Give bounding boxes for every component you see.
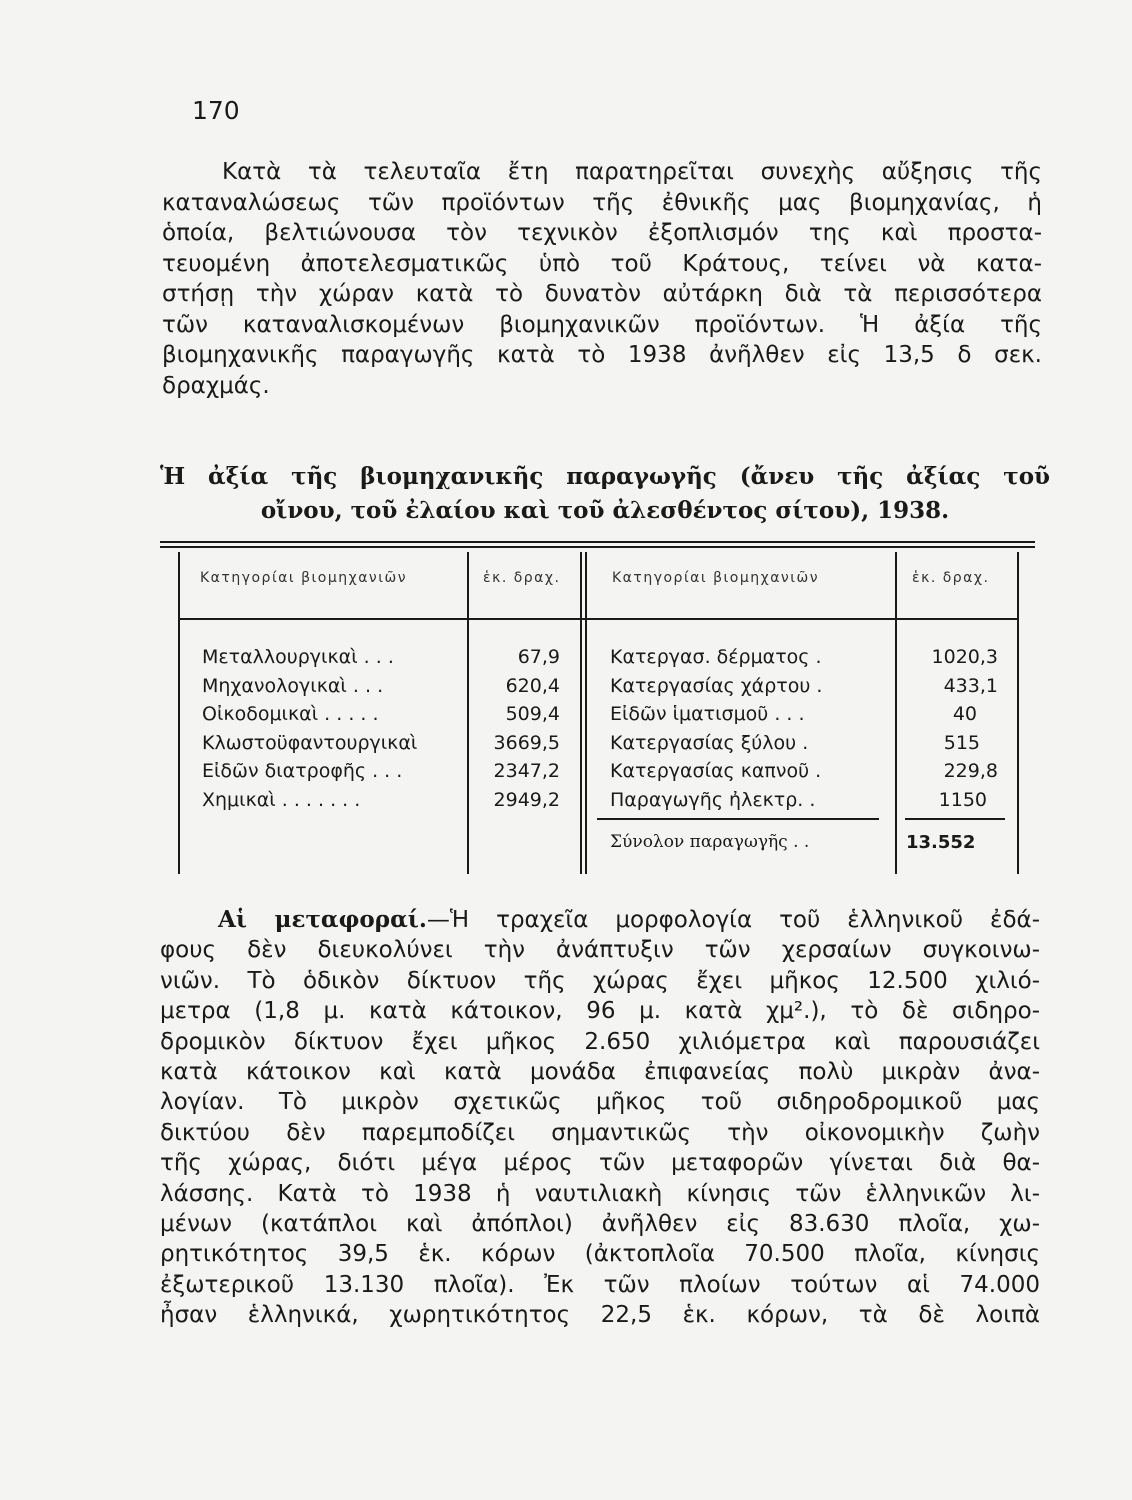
text-line-rest: —Ἡ τραχεῖα μορφολογία τοῦ ἑλληνικοῦ ἐδά-: [426, 907, 1040, 933]
text-line: λάσσης. Κατὰ τὸ 1938 ἡ ναυτιλιακὴ κίνησις τῶν ἑλληνικῶν λι-: [160, 1180, 1040, 1207]
table-row-label: Κατεργασίας καπνοῦ .: [610, 760, 822, 782]
text-line: ὁποία, βελτιώνουσα τὸν τεχνικὸν ἐξοπλισμόν της καὶ προστα-: [162, 220, 1042, 246]
table-total-label: Σύνολον παραγωγῆς . .: [610, 832, 810, 852]
text-line: Κατὰ τὰ τελευταῖα ἔτη παρατηρεῖται συνεχὴς αὔξησις τῆς: [222, 159, 1042, 185]
table-row-label: Μηχανολογικαὶ . . .: [202, 675, 384, 697]
text-line: νιῶν. Τὸ ὁδικὸν δίκτυον τῆς χώρας ἔχει μῆκος 12.500 χιλιό-: [160, 967, 1040, 994]
text-line: τῶν καταναλισκομένων βιομηχανικῶν προϊόντων. Ἡ ἀξία τῆς: [162, 311, 1042, 338]
table-row-label: Κατεργασ. δέρματος .: [610, 646, 822, 668]
table-row-label: Κατεργασίας ξύλου .: [610, 732, 809, 754]
table-column-rule: [580, 552, 582, 874]
text-line: φους δὲν διευκολύνει τὴν ἀνάπτυξιν τῶν χερσαίων συγκοινω-: [160, 937, 1040, 964]
table-row-value: 515: [943, 732, 980, 754]
table-column-rule: [178, 552, 180, 874]
table-row-value: 509,4: [505, 703, 560, 725]
table-row-label: Κλωστοϋφαντουργικαὶ: [202, 732, 418, 754]
text-line: ρητικότητος 39,5 ἑκ. κόρων (ἀκτοπλοῖα 70.500 πλοῖα, κίνησις: [160, 1241, 1040, 1268]
table-top-rule: [160, 546, 1035, 548]
table-row-value: 433,1: [943, 675, 998, 697]
table-row-label: Κατεργασίας χάρτου .: [610, 675, 823, 697]
text-line: τευομένη ἀποτελεσματικῶς ὑπὸ τοῦ Κράτους, τείνει νὰ κατα-: [162, 250, 1042, 277]
text-line: λογίαν. Τὸ μικρὸν σχετικῶς μῆκος τοῦ σιδηροδρομικοῦ μας: [160, 1089, 1040, 1116]
table-row-value: 1150: [938, 789, 987, 811]
table-column-rule: [467, 552, 469, 874]
table-row-label: Εἰδῶν ἱματισμοῦ . . .: [610, 703, 805, 725]
table-row-value: 620,4: [505, 675, 560, 697]
table-row-value: 3669,5: [493, 732, 560, 754]
table-row-value: 229,8: [943, 760, 998, 782]
table-row-value: 2347,2: [493, 760, 560, 782]
text-line: βιομηχανικῆς παραγωγῆς κατὰ τὸ 1938 ἀνῆλθεν εἰς 13,5 δ σεκ.: [162, 342, 1042, 368]
table-title: [160, 460, 1050, 528]
transport-paragraph: [160, 905, 1040, 1330]
header-category-left: Κατηγορίαι βιομηχανιῶν: [200, 570, 408, 586]
text-line: τῆς χώρας, διότι μέγα μέρος τῶν μεταφορῶν γίνεται διὰ θα-: [160, 1150, 1040, 1177]
table-row-label: Παραγωγῆς ἠλεκτρ. .: [610, 789, 816, 811]
text-line: κατὰ κάτοικον καὶ κατὰ μονάδα ἐπιφανείας πολὺ μικρὰν ἀνα-: [160, 1058, 1040, 1085]
header-category-right: Κατηγορίαι βιομηχανιῶν: [612, 570, 820, 586]
text-line: μένων (κατάπλοι καὶ ἀπόπλοι) ἀνῆλθεν εἰς 83.630 πλοῖα, χω-: [160, 1210, 1040, 1237]
table-row-value: 40: [952, 703, 977, 725]
text-line: καταναλώσεως τῶν προϊόντων τῆς ἐθνικῆς μας βιομηχανίας, ἡ: [162, 189, 1042, 216]
text-line: δρομικὸν δίκτυον ἔχει μῆκος 2.650 χιλιόμετρα καὶ παρουσιάζει: [160, 1028, 1040, 1055]
text-line: δικτύου δὲν παρεμποδίζει σημαντικῶς τὴν οἰκονομικὴν ζωὴν: [160, 1119, 1040, 1146]
table-title-line: οἴνου, τοῦ ἐλαίου καὶ τοῦ ἀλεσθέντος σίτου), 1938.: [260, 497, 950, 524]
text-line: δραχμάς.: [162, 372, 270, 399]
table-total-value: 13.552: [906, 832, 976, 853]
table-row-label: Εἰδῶν διατροφῆς . . .: [202, 760, 403, 782]
text-line: ἐξωτερικοῦ 13.130 πλοῖα). Ἐκ τῶν πλοίων τούτων αἱ 74.000: [160, 1271, 1040, 1298]
table-header-rule: [178, 618, 1018, 620]
table-top-rule: [160, 541, 1035, 543]
table-row-label: Οἰκοδομικαὶ . . . . .: [202, 703, 379, 725]
table-column-rule: [585, 552, 587, 874]
table-title-line: Ἡ ἀξία τῆς βιομηχανικῆς παραγωγῆς (ἄνευ τῆς ἀξίας τοῦ: [160, 463, 1050, 490]
text-line: στήσῃ τὴν χώραν κατὰ τὸ δυνατὸν αὐτάρκη διὰ τὰ περισσότερα: [162, 281, 1042, 307]
page-number: 170: [192, 96, 240, 125]
table-row-label: Μεταλλουργικαὶ . . .: [202, 646, 394, 668]
table-column-rule: [895, 552, 897, 874]
transport-heading: Αἱ μεταφοραί.: [218, 906, 427, 933]
header-value-right: ἑκ. δραχ.: [912, 570, 990, 586]
header-value-left: ἑκ. δραχ.: [483, 570, 561, 586]
text-line: [160, 905, 1040, 935]
text-line: ἦσαν ἑλληνικά, χωρητικότητος 22,5 ἑκ. κόρων, τὰ δὲ λοιπὰ: [160, 1302, 1040, 1329]
table-row-value: 67,9: [517, 646, 560, 668]
intro-paragraph: [162, 157, 1042, 401]
table-row-value: 1020,3: [931, 646, 998, 668]
table-row-value: 2949,2: [493, 789, 560, 811]
text-line: μετρα (1,8 μ. κατὰ κάτοικον, 96 μ. κατὰ χμ².), τὸ δὲ σιδηρο-: [160, 998, 1040, 1025]
table-column-rule: [1017, 552, 1019, 874]
table-total-rule: [597, 818, 879, 820]
table-row-label: Χημικαὶ . . . . . . .: [202, 789, 361, 811]
table-total-rule: [905, 818, 1005, 820]
